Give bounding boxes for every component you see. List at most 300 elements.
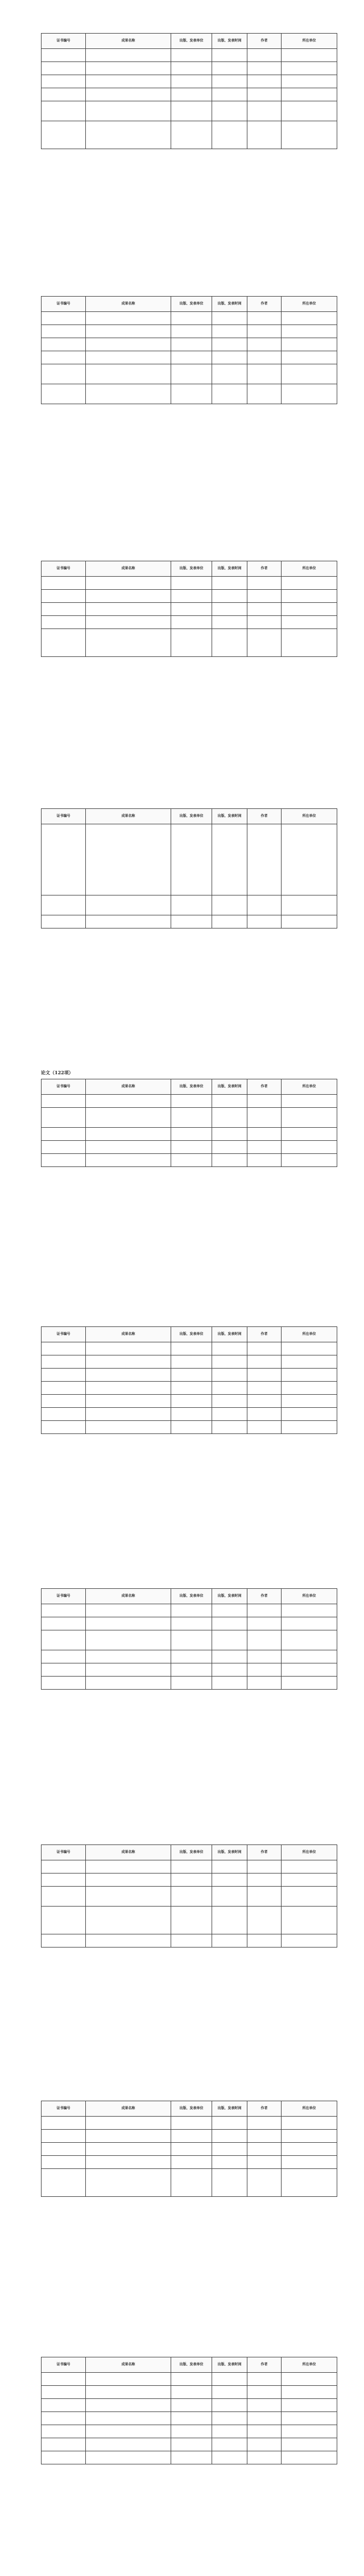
table-cell: [247, 629, 282, 657]
column-header: 出版、发表时间: [212, 1589, 247, 1604]
table-cell: [247, 325, 282, 338]
column-header: 作者: [247, 1845, 282, 1860]
table-cell: [42, 1677, 86, 1690]
table-cell: [247, 1874, 282, 1887]
column-header: 成果名称: [86, 561, 171, 577]
table-cell: [212, 325, 247, 338]
table-cell: [282, 1907, 337, 1934]
table-cell: [86, 616, 171, 629]
table-cell: [282, 915, 337, 928]
table-cell: [171, 101, 212, 121]
table-cell: [171, 1141, 212, 1154]
table-cell: [212, 1663, 247, 1677]
table-cell: [212, 2156, 247, 2169]
table-cell: [282, 2117, 337, 2130]
column-header: 成果名称: [86, 297, 171, 312]
table-row: [42, 1408, 337, 1421]
award-table-grid: [41, 1844, 337, 1948]
column-header: 出版、发表单位: [171, 2101, 212, 2117]
table-cell: [171, 49, 212, 62]
table-row: [42, 2451, 337, 2464]
table-cell: [42, 351, 86, 364]
table-cell: [212, 1421, 247, 1434]
award-table-grid: [41, 1588, 337, 1690]
table-cell: [282, 895, 337, 915]
table-cell: [86, 364, 171, 384]
table-cell: [42, 384, 86, 404]
table-cell: [282, 590, 337, 603]
table-cell: [212, 824, 247, 895]
table-cell: [42, 1141, 86, 1154]
column-header: 证书编号: [42, 2357, 86, 2373]
table-cell: [282, 1663, 337, 1677]
table-cell: [86, 121, 171, 149]
page-number-marker: [25, 1929, 33, 1963]
table-cell: [282, 121, 337, 149]
table-cell: [86, 312, 171, 325]
table-header-row: [42, 1327, 337, 1342]
table-cell: [42, 75, 86, 88]
table-cell: [212, 2130, 247, 2143]
column-header: 作者: [247, 1327, 282, 1342]
table-row: [42, 1663, 337, 1677]
table-cell: [247, 1108, 282, 1128]
column-header: 所在单位: [282, 1327, 337, 1342]
table-cell: [247, 2399, 282, 2412]
column-header: 出版、发表单位: [171, 34, 212, 49]
table-cell: [171, 915, 212, 928]
table-row: [42, 312, 337, 325]
table-cell: [212, 1677, 247, 1690]
table-cell: [212, 121, 247, 149]
table-cell: [171, 75, 212, 88]
table-cell: [86, 338, 171, 351]
table-cell: [171, 1663, 212, 1677]
table-cell: [212, 1617, 247, 1630]
table-cell: [282, 312, 337, 325]
column-header: 所在单位: [282, 809, 337, 824]
table-cell: [212, 2169, 247, 2197]
table-cell: [282, 603, 337, 616]
award-table-grid: [41, 1079, 337, 1167]
table-cell: [171, 2156, 212, 2169]
table-cell: [42, 2156, 86, 2169]
column-header: 证书编号: [42, 1327, 86, 1342]
table-cell: [247, 1617, 282, 1630]
table-cell: [212, 351, 247, 364]
table-cell: [282, 1128, 337, 1141]
award-table: [41, 1588, 337, 1690]
table-cell: [42, 1128, 86, 1141]
table-cell: [212, 1108, 247, 1128]
column-header: 出版、发表时间: [212, 1845, 247, 1860]
page-number-marker: [25, 640, 33, 675]
column-header: 出版、发表单位: [171, 2357, 212, 2373]
table-cell: [42, 1095, 86, 1108]
table-row: [42, 577, 337, 590]
table-cell: [212, 603, 247, 616]
table-cell: [212, 75, 247, 88]
award-table: [41, 1326, 337, 1434]
table-cell: [171, 1395, 212, 1408]
award-table-grid: [41, 808, 337, 928]
table-cell: [212, 1141, 247, 1154]
table-row: [42, 2438, 337, 2451]
table-row: [42, 1907, 337, 1934]
column-header: 成果名称: [86, 1327, 171, 1342]
table-cell: [86, 1650, 171, 1663]
column-header: 作者: [247, 1589, 282, 1604]
table-cell: [42, 1860, 86, 1874]
table-cell: [42, 2451, 86, 2464]
column-header: 出版、发表单位: [171, 1079, 212, 1095]
table-header-row: [42, 1845, 337, 1860]
table-cell: [247, 1342, 282, 1355]
table-cell: [42, 590, 86, 603]
table-cell: [86, 1108, 171, 1128]
table-cell: [247, 2143, 282, 2156]
table-cell: [86, 62, 171, 75]
table-cell: [171, 2386, 212, 2399]
table-cell: [212, 1382, 247, 1395]
column-header: 出版、发表单位: [171, 1327, 212, 1342]
table-cell: [42, 1382, 86, 1395]
table-cell: [247, 895, 282, 915]
table-cell: [171, 384, 212, 404]
table-cell: [212, 1408, 247, 1421]
award-table-grid: [41, 1326, 337, 1434]
table-cell: [247, 1154, 282, 1167]
table-cell: [171, 88, 212, 101]
table-cell: [86, 1395, 171, 1408]
column-header: 所在单位: [282, 297, 337, 312]
column-header: 出版、发表时间: [212, 2101, 247, 2117]
table-cell: [247, 1887, 282, 1907]
table-cell: [247, 101, 282, 121]
table-row: [42, 1934, 337, 1948]
table-cell: [282, 1342, 337, 1355]
column-header: 出版、发表单位: [171, 1845, 212, 1860]
table-cell: [171, 2130, 212, 2143]
table-cell: [42, 895, 86, 915]
page-number-marker: [25, 898, 33, 932]
table-cell: [247, 2169, 282, 2197]
table-cell: [171, 1630, 212, 1650]
table-cell: [42, 121, 86, 149]
table-row: [42, 364, 337, 384]
table-row: [42, 1355, 337, 1369]
table-cell: [86, 1382, 171, 1395]
table-cell: [247, 1141, 282, 1154]
table-cell: [42, 1874, 86, 1887]
table-row: [42, 49, 337, 62]
table-row: [42, 1630, 337, 1650]
table-cell: [212, 1095, 247, 1108]
table-row: [42, 1342, 337, 1355]
table-row: [42, 895, 337, 915]
table-cell: [282, 62, 337, 75]
table-cell: [212, 1860, 247, 1874]
table-cell: [42, 629, 86, 657]
table-cell: [42, 2425, 86, 2438]
table-cell: [282, 2130, 337, 2143]
table-cell: [247, 1128, 282, 1141]
table-cell: [247, 590, 282, 603]
column-header: 成果名称: [86, 809, 171, 824]
table-cell: [171, 1342, 212, 1355]
table-cell: [247, 75, 282, 88]
table-cell: [212, 338, 247, 351]
table-cell: [42, 2130, 86, 2143]
table-cell: [282, 2386, 337, 2399]
column-header: 证书编号: [42, 809, 86, 824]
table-cell: [171, 2143, 212, 2156]
table-cell: [282, 2438, 337, 2451]
table-row: [42, 2156, 337, 2169]
table-cell: [247, 1650, 282, 1663]
table-cell: [212, 895, 247, 915]
table-cell: [171, 1128, 212, 1141]
table-cell: [42, 2399, 86, 2412]
table-row: [42, 338, 337, 351]
table-cell: [42, 1630, 86, 1650]
table-cell: [86, 2399, 171, 2412]
table-cell: [247, 2373, 282, 2386]
table-row: [42, 616, 337, 629]
table-cell: [86, 2117, 171, 2130]
table-cell: [282, 2373, 337, 2386]
table-cell: [42, 616, 86, 629]
table-cell: [86, 1355, 171, 1369]
table-cell: [282, 2156, 337, 2169]
page-number-marker: [25, 125, 33, 159]
table-header-row: [42, 561, 337, 577]
table-cell: [42, 2438, 86, 2451]
table-cell: [282, 88, 337, 101]
table-cell: [212, 616, 247, 629]
award-table-grid: [41, 2357, 337, 2464]
table-cell: [212, 1887, 247, 1907]
table-cell: [247, 915, 282, 928]
table-cell: [171, 121, 212, 149]
table-cell: [247, 1355, 282, 1369]
table-row: [42, 1395, 337, 1408]
table-cell: [282, 1630, 337, 1650]
table-cell: [86, 325, 171, 338]
table-cell: [212, 1907, 247, 1934]
table-cell: [212, 88, 247, 101]
table-cell: [86, 2425, 171, 2438]
table-cell: [171, 1421, 212, 1434]
table-cell: [86, 384, 171, 404]
table-cell: [282, 1154, 337, 1167]
table-cell: [282, 1408, 337, 1421]
table-cell: [86, 1141, 171, 1154]
table-cell: [86, 1154, 171, 1167]
table-cell: [171, 1408, 212, 1421]
table-cell: [86, 2412, 171, 2425]
column-header: 所在单位: [282, 2357, 337, 2373]
table-cell: [282, 1355, 337, 1369]
table-cell: [42, 577, 86, 590]
table-row: [42, 121, 337, 149]
table-cell: [247, 49, 282, 62]
table-cell: [282, 2425, 337, 2438]
column-header: 作者: [247, 1079, 282, 1095]
table-cell: [86, 1369, 171, 1382]
table-cell: [247, 2412, 282, 2425]
page-number-marker: [25, 2186, 33, 2220]
column-header: 出版、发表单位: [171, 1589, 212, 1604]
table-cell: [171, 2425, 212, 2438]
table-cell: [212, 2451, 247, 2464]
table-row: [42, 2399, 337, 2412]
table-cell: [171, 1369, 212, 1382]
table-cell: [282, 1369, 337, 1382]
table-cell: [282, 1141, 337, 1154]
table-cell: [212, 1154, 247, 1167]
column-header: 成果名称: [86, 1079, 171, 1095]
column-header: 作者: [247, 561, 282, 577]
table-row: [42, 75, 337, 88]
page-number-marker: [25, 1156, 33, 1190]
table-cell: [171, 1604, 212, 1617]
table-cell: [247, 1604, 282, 1617]
table-cell: [247, 1095, 282, 1108]
table-cell: [212, 2117, 247, 2130]
table-cell: [247, 62, 282, 75]
column-header: 证书编号: [42, 297, 86, 312]
table-cell: [171, 2373, 212, 2386]
table-row: [42, 1677, 337, 1690]
table-cell: [247, 2451, 282, 2464]
table-cell: [282, 1677, 337, 1690]
table-cell: [212, 2412, 247, 2425]
table-header-row: [42, 297, 337, 312]
table-cell: [247, 2117, 282, 2130]
table-cell: [86, 1630, 171, 1650]
table-cell: [171, 2412, 212, 2425]
table-header-row: [42, 34, 337, 49]
table-cell: [282, 351, 337, 364]
table-cell: [42, 1355, 86, 1369]
table-header-row: [42, 2101, 337, 2117]
table-cell: [212, 101, 247, 121]
table-cell: [42, 915, 86, 928]
table-cell: [212, 2425, 247, 2438]
table-cell: [282, 2169, 337, 2197]
table-cell: [42, 62, 86, 75]
award-table: [41, 33, 337, 149]
table-cell: [282, 1382, 337, 1395]
table-row: [42, 629, 337, 657]
table-cell: [171, 577, 212, 590]
column-header: 出版、发表时间: [212, 1079, 247, 1095]
table-row: [42, 1095, 337, 1108]
table-row: [42, 603, 337, 616]
table-row: [42, 590, 337, 603]
table-cell: [282, 1617, 337, 1630]
table-row: [42, 325, 337, 338]
table-cell: [282, 629, 337, 657]
table-row: [42, 2373, 337, 2386]
table-cell: [282, 1095, 337, 1108]
table-cell: [42, 1887, 86, 1907]
table-cell: [42, 101, 86, 121]
table-cell: [247, 1663, 282, 1677]
table-cell: [86, 1342, 171, 1355]
table-cell: [86, 2373, 171, 2386]
table-cell: [247, 1934, 282, 1948]
table-cell: [212, 2143, 247, 2156]
table-cell: [212, 1630, 247, 1650]
award-table: [41, 1079, 337, 1167]
column-header: 出版、发表单位: [171, 297, 212, 312]
column-header: 出版、发表时间: [212, 34, 247, 49]
table-cell: [42, 2386, 86, 2399]
table-cell: [247, 616, 282, 629]
column-header: 成果名称: [86, 1845, 171, 1860]
table-row: [42, 1382, 337, 1395]
table-header-row: [42, 1589, 337, 1604]
table-cell: [171, 325, 212, 338]
table-cell: [171, 1382, 212, 1395]
table-cell: [212, 62, 247, 75]
table-cell: [171, 824, 212, 895]
table-cell: [42, 1663, 86, 1677]
column-header: 作者: [247, 297, 282, 312]
table-cell: [247, 2156, 282, 2169]
table-cell: [282, 1395, 337, 1408]
column-header: 出版、发表单位: [171, 809, 212, 824]
table-cell: [212, 364, 247, 384]
table-cell: [86, 351, 171, 364]
table-cell: [247, 603, 282, 616]
table-cell: [247, 338, 282, 351]
table-cell: [86, 88, 171, 101]
table-cell: [86, 603, 171, 616]
table-cell: [282, 1650, 337, 1663]
table-cell: [171, 895, 212, 915]
table-cell: [171, 2169, 212, 2197]
table-cell: [282, 2412, 337, 2425]
table-cell: [171, 351, 212, 364]
table-cell: [212, 629, 247, 657]
table-cell: [282, 338, 337, 351]
table-row: [42, 2425, 337, 2438]
award-table-grid: [41, 2101, 337, 2197]
table-cell: [42, 1108, 86, 1128]
table-cell: [42, 325, 86, 338]
table-cell: [282, 1421, 337, 1434]
table-cell: [42, 2412, 86, 2425]
column-header: 所在单位: [282, 2101, 337, 2117]
table-row: [42, 1141, 337, 1154]
table-cell: [247, 312, 282, 325]
table-cell: [212, 1604, 247, 1617]
table-cell: [171, 616, 212, 629]
table-cell: [282, 75, 337, 88]
table-row: [42, 915, 337, 928]
table-header-row: [42, 2357, 337, 2373]
table-cell: [86, 895, 171, 915]
table-cell: [212, 915, 247, 928]
table-cell: [247, 2438, 282, 2451]
column-header: 成果名称: [86, 34, 171, 49]
table-cell: [171, 1934, 212, 1948]
table-cell: [247, 1369, 282, 1382]
table-row: [42, 1887, 337, 1907]
